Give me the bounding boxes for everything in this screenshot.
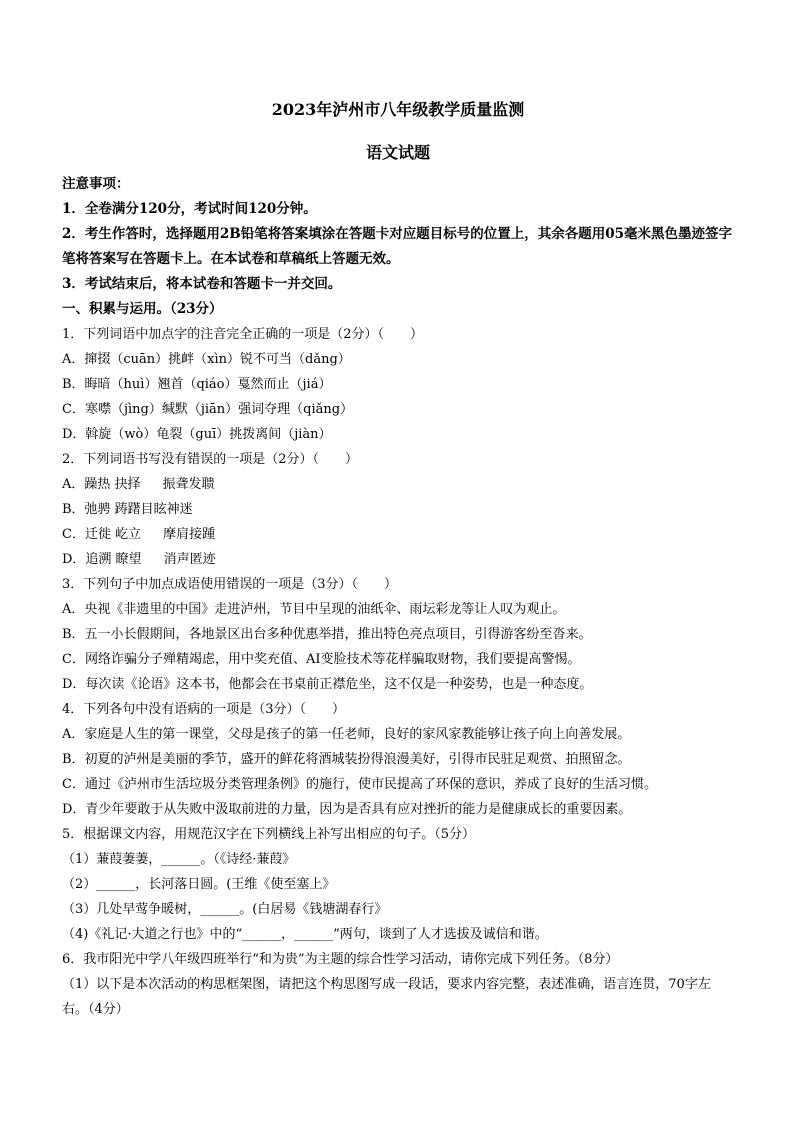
option-part: A．躁热 抉择: [62, 477, 141, 492]
question-option: C．寒噤（jìng）缄默（jiān）强词夺理（qiǎng）: [62, 402, 354, 417]
fill-item: （1）蒹葭萋萋，______。（《诗经·蒹葭》: [62, 852, 296, 867]
question-option: C．网络诈骗分子殚精竭虑，用中奖充值、AI变脸技术等花样骗取财物，我们要提高警惕。: [62, 652, 581, 667]
exam-body: [62, 172, 734, 1022]
question-option: A．家庭是人生的第一课堂，父母是孩子的第一任老师，良好的家风家教能够让孩子向上向善发展。: [62, 727, 631, 742]
question-option: A．央视《非遗里的中国》走进泸州，节目中呈现的油纸伞、雨坛彩龙等让人叹为观止。: [62, 602, 566, 617]
sub-question: （1）以下是本次活动的构思框架图，请把这个构思图写成一段话，要求内容完整，表述准确，语言连贯，70字左右。（4分）: [62, 977, 711, 1017]
option-part: C．迁徙 屹立: [62, 527, 142, 542]
question-stem: 5．根据课文内容，用规范汉字在下列横线上补写出相应的句子。（5分）: [62, 827, 476, 842]
exam-subtitle: 语文试题: [365, 143, 430, 162]
option-part: 消声匿迹: [163, 552, 216, 567]
question-stem: 4．下列各句中没有语病的一项是（3分）（ ）: [62, 702, 346, 717]
question-option: [62, 497, 734, 522]
notice-item: 3．考试结束后，将本试卷和答题卡一并交回。: [62, 276, 342, 292]
question-option: [62, 547, 734, 572]
question-stem: 3．下列句子中加点成语使用错误的一项是（3分）（ ）: [62, 577, 398, 592]
option-part: 振聋发聩: [162, 477, 215, 492]
question-option: B．初夏的泸州是美丽的季节，盛开的鲜花将酒城装扮得浪漫美好，引得市民驻足观赏、拍照留念。: [62, 752, 631, 767]
fill-item: （3）几处早莺争暖树，______。(白居易《钱塘湖春行》: [62, 902, 388, 917]
question-option: C．通过《泸州市生活垃圾分类管理条例》的施行，使市民提高了环保的意识，养成了良好的生活习惯。: [62, 777, 657, 792]
question-stem: 6．我市阳光中学八年级四班举行“和为贵”为主题的综合性学习活动，请你完成下列任务。（8分）: [62, 952, 619, 967]
notice-item: 1．全卷满分120分，考试时间120分钟。: [62, 201, 317, 217]
question-stem: 1．下列词语中加点字的注音完全正确的一项是（2分）（ ）: [62, 327, 424, 342]
exam-title: 2023年泸州市八年级教学质量监测: [271, 100, 525, 119]
option-part: 摩肩接踵: [163, 527, 216, 542]
fill-item: （4)《礼记·大道之行也》中的“______，______”两句，谈到了人才选拔及诚信和谐。: [62, 927, 548, 942]
question-stem: 2．下列词语书写没有错误的一项是（2分）（ ）: [62, 452, 359, 467]
fill-item: （2）______，长河落日圆。(王维《使至塞上》: [62, 877, 336, 892]
question-option: B．晦暗（huì）翘首（qiáo）戛然而止（jiá）: [62, 377, 332, 392]
question-option: D．每次读《论语》这本书，他都会在书桌前正襟危坐，这不仅是一种姿势，也是一种态度。: [62, 677, 593, 692]
section-heading: 一、积累与运用。（23分）: [62, 301, 223, 317]
question-option: [62, 472, 734, 497]
notice-item: 2．考生作答时，选择题用2B铅笔将答案填涂在答题卡对应题目标号的位置上，其余各题用05毫米黑色墨迹签字笔将答案写在答题卡上。在本试卷和草稿纸上答题无效。: [62, 226, 732, 267]
question-option: B．五一小长假期间，各地景区出台多种优惠举措，推出特色亮点项目，引得游客纷至沓来。: [62, 627, 592, 642]
notice-heading: 注意事项：: [62, 176, 130, 192]
option-part: B．弛骋 踌躇目眩神迷: [62, 502, 193, 517]
question-option: [62, 522, 734, 547]
question-option: D．青少年要敢于从失败中汲取前进的力量，因为是否具有应对挫折的能力是健康成长的重要因素。: [62, 802, 632, 817]
question-option: D．斡旋（wò）龟裂（guī）挑拨离间（jiàn）: [62, 427, 332, 442]
option-part: D．追溯 瞭望: [62, 552, 142, 567]
question-option: A．撺掇（cuān）挑衅（xìn）锐不可当（dǎng）: [62, 352, 351, 367]
